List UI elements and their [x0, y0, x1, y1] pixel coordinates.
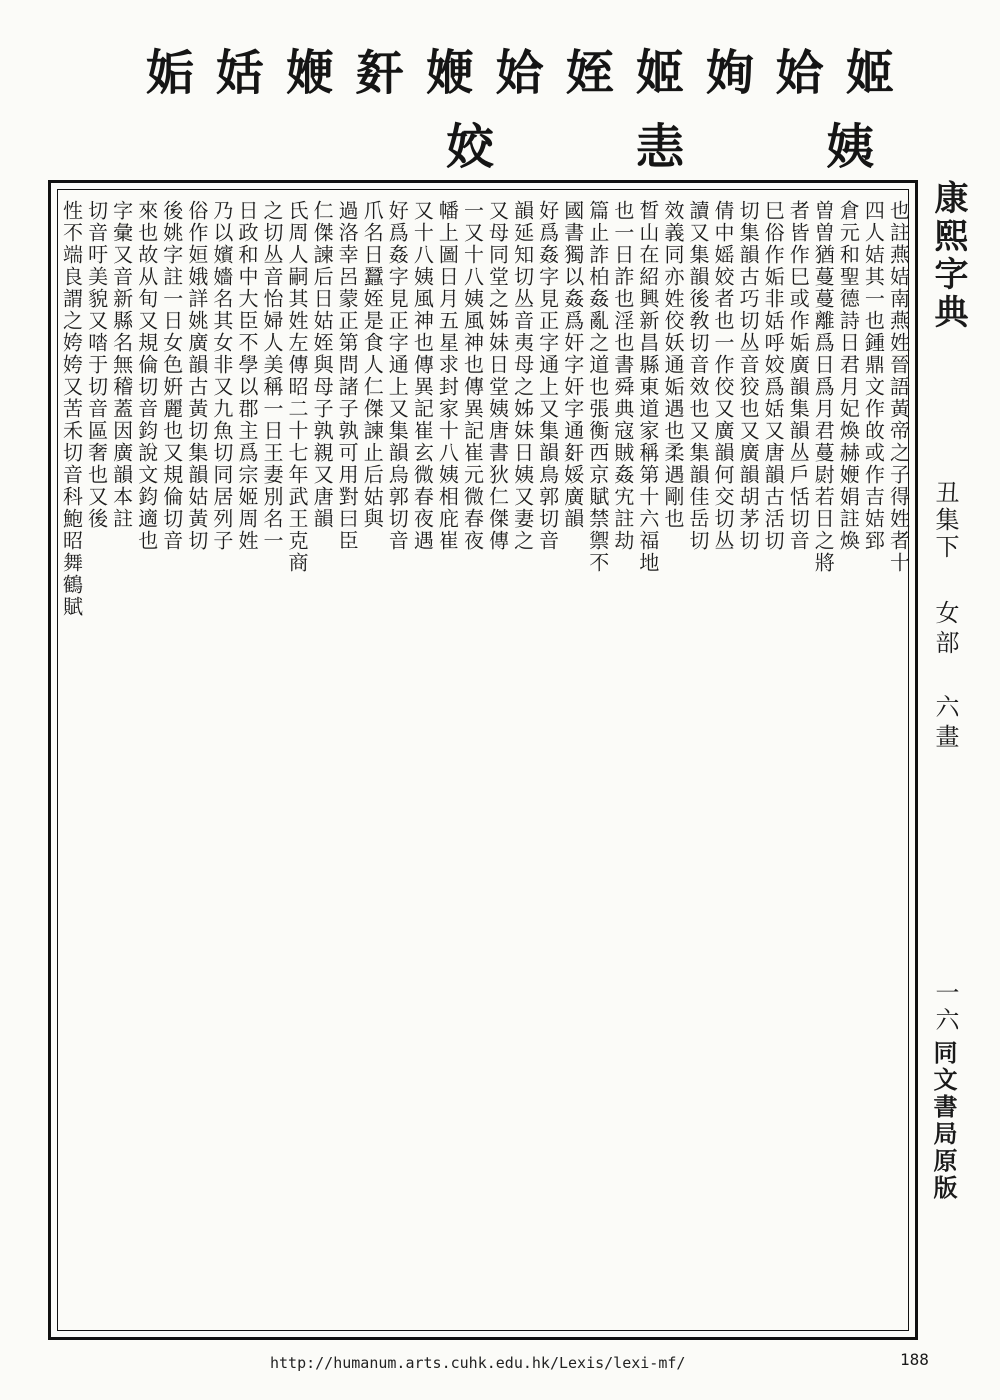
- text-column: 好爲姦字見正字通上又集韻鳥郭切音: [535, 200, 560, 552]
- text-column: 切集韻古巧切丛音狡也又廣韻胡茅切: [736, 200, 761, 552]
- seal-row-top: [140, 38, 900, 101]
- text-column: 韻延知切丛音夷母之姊妹日姨又妻之: [510, 200, 535, 552]
- seal-glyph: 姬: [635, 44, 684, 101]
- seal-glyph: 姶: [495, 44, 544, 101]
- section-label: 丑集下: [931, 480, 959, 561]
- text-column: 性不端良謂之姱姱又苦禾切音科鮑昭舞鶴賦: [59, 200, 84, 618]
- text-column: 切音吁美貌又𠴲于切音區奢也又後: [84, 200, 109, 530]
- text-column: 曽曽猶蔓蔓離爲日爲月君蔓㷉若日之將: [811, 200, 836, 574]
- seal-glyph: 㛹: [285, 44, 334, 101]
- text-column: 一又十八姨風神也傳異記崔元微春夜: [460, 200, 485, 552]
- text-column: 乃以嬪嬙名其女非又九魚切同居列子: [209, 200, 234, 552]
- book-title: 康熙字典: [928, 180, 968, 332]
- text-column: 俗作姮娥詳姚廣韻古黃切集韻姑黃切: [184, 200, 209, 552]
- text-column: 效義同亦姓佼妖通姤遇也柔遇剛也: [660, 200, 685, 530]
- seal-row-bottom: [440, 112, 880, 175]
- seal-glyph: 姧: [355, 44, 404, 101]
- page-number-cjk: 一六: [931, 980, 959, 1034]
- seal-glyph: 姨: [825, 118, 874, 175]
- text-frame-inner: [57, 189, 909, 1331]
- text-column: 巳俗作姤非姡呼姣爲姡又唐韻古活切: [761, 200, 786, 552]
- text-column: 好爲姦字見正字通上又集韻烏郭切音: [385, 200, 410, 552]
- seal-glyph: 姬: [845, 44, 894, 101]
- text-column: 過洛幸呂蒙正第問諸子孰可用對曰臣: [335, 200, 360, 552]
- seal-glyph: 姪: [565, 44, 614, 101]
- text-column: 倉元和聖德詩日君月妃煥赫㛹娟註煥: [836, 200, 861, 552]
- text-column: 又母同堂之姊妹日堂姨唐書狄仁傑傳: [485, 200, 510, 552]
- seal-glyph: 㛹: [425, 44, 474, 101]
- seal-glyph: 姣: [445, 118, 494, 175]
- seal-glyph: 恚: [635, 118, 684, 175]
- text-column: 又十八姨風神也傳異記崔玄微春夜遇: [410, 200, 435, 552]
- text-column: 氏周人嗣其姓左傳昭二十七年武王克商: [285, 200, 310, 574]
- seal-glyph: 姡: [215, 44, 264, 101]
- text-column: 者皆作巳或作姤廣韻集韻丛戶恬切音: [786, 200, 811, 552]
- text-column: 也註燕姞南燕姓晉語黃帝之子得姓者十: [886, 200, 911, 574]
- seal-glyph: 姤: [145, 44, 194, 101]
- folio-number: 188: [900, 1350, 929, 1369]
- seal-glyph: 姶: [775, 44, 824, 101]
- text-column: 幡上圖日月五星求封家十八姨相庇崔: [435, 200, 460, 552]
- seal-glyph: 姰: [705, 44, 754, 101]
- text-column: 也一日詐也淫也書舜典寇賊姦宄註劫: [610, 200, 635, 552]
- text-column: 篇止詐柏姦亂之道也張衡西京賦禁禦不: [585, 200, 610, 574]
- text-column: 四人姞其一也鍾鼎文作敀或作吉姞郅: [861, 200, 886, 552]
- seal-script-band: [140, 30, 900, 180]
- radical-label: 女部 六畫: [931, 600, 959, 754]
- text-column: 仁傑諫后日姑姪與母子孰親又唐韻: [310, 200, 335, 530]
- text-column: 爪名日蠶姪是食人仁傑諫止后姑與: [360, 200, 385, 530]
- title-column: [916, 180, 978, 1340]
- text-column: 後姚字註一日女色姸麗也又規倫切音: [159, 200, 184, 552]
- text-column: 字彙又音新縣名無稽蓋因廣韻本註: [109, 200, 134, 530]
- text-column: 晳山在紹興新昌縣東道家稱第十六福地: [635, 200, 660, 574]
- text-column: 來也故从旬又規倫切音鈞說文鈞適也: [134, 200, 159, 552]
- text-column: 之切丛音怡婦人美稱一日王妻別名一: [260, 200, 284, 552]
- text-column: 讀又集韻後敎切音效也又集韻佳岳切: [686, 200, 710, 552]
- text-column: 日政和中大臣不學以郡主爲宗姬周姓: [234, 200, 259, 552]
- text-frame: [48, 180, 918, 1340]
- text-column: 國書獨以姦爲奸字奸字通姧娞廣韻: [560, 200, 585, 530]
- source-url-link[interactable]: http://humanum.arts.cuhk.edu.hk/Lexis/lexi-mf/: [270, 1354, 686, 1372]
- publisher-label: 同文書局原版: [929, 1040, 958, 1202]
- text-column: 倩中媱姣者也一作佼又廣韻何交切丛: [711, 200, 736, 552]
